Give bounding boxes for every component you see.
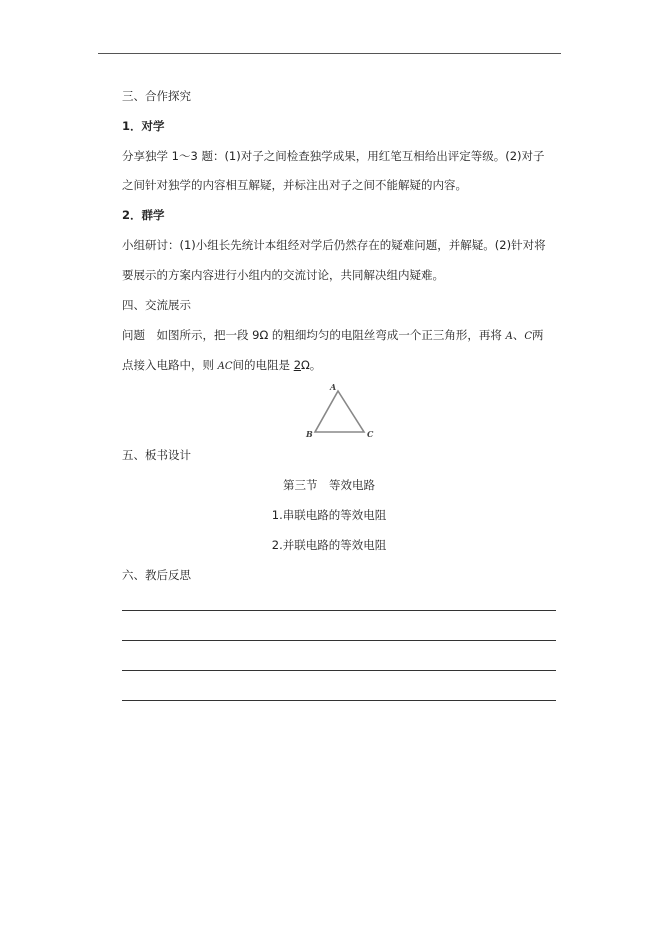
header-rule [98, 53, 561, 54]
question-line2 [122, 357, 321, 375]
section3-heading: 三、合作探究 [122, 89, 191, 103]
board-title: 第三节 等效电路 [283, 478, 375, 492]
section4-heading: 四、交流展示 [122, 298, 191, 312]
question-text-b: 两 [531, 328, 544, 342]
segment-ac: AC [217, 361, 233, 372]
vertex-c-label: C [367, 429, 374, 439]
triangle-shape [315, 391, 364, 432]
item2-text-line2: 要展示的方案内容进行小组内的交流讨论，共同解决组内疑难。 [122, 268, 444, 282]
question-text-a: 问题 如图所示，把一段 9Ω 的粗细均匀的电阻丝弯成一个正三角形，再将 [122, 328, 506, 342]
board-item-2: 2.并联电路的等效电阻 [271, 538, 387, 552]
answer-value: 2 [293, 358, 302, 372]
section5-heading: 五、板书设计 [122, 448, 191, 462]
reflection-line [122, 670, 556, 671]
vertex-b-label: B [306, 429, 313, 439]
item1-text-line2: 之间针对独学的内容相互解疑，并标注出对子之间不能解疑的内容。 [122, 178, 467, 192]
section6-heading: 六、教后反思 [122, 568, 191, 582]
vertex-a-label: A [330, 382, 337, 392]
item2-text-line1: 小组研讨：(1)小组长先统计本组经对学后仍然存在的疑难问题，并解疑。(2)针对将 [122, 238, 546, 252]
separator: 、 [512, 328, 525, 342]
reflection-line [122, 700, 556, 701]
question-text-d: 间的电阻是 [232, 358, 294, 372]
question-text-c: 点接入电路中，则 [122, 358, 218, 372]
answer-unit: Ω。 [301, 358, 322, 372]
question-line1 [122, 327, 543, 345]
reflection-line [122, 640, 556, 641]
item1-text-line1: 分享独学 1～3 题：(1)对子之间检查独学成果，用红笔互相给出评定等级。(2)对子 [122, 149, 545, 163]
reflection-line [122, 610, 556, 611]
point-c: C [524, 331, 532, 342]
triangle-figure [300, 382, 380, 442]
item1-title: 1．对学 [122, 119, 165, 133]
point-a: A [505, 331, 513, 342]
board-item-1: 1.串联电路的等效电阻 [271, 508, 387, 522]
item2-title: 2．群学 [122, 208, 165, 222]
